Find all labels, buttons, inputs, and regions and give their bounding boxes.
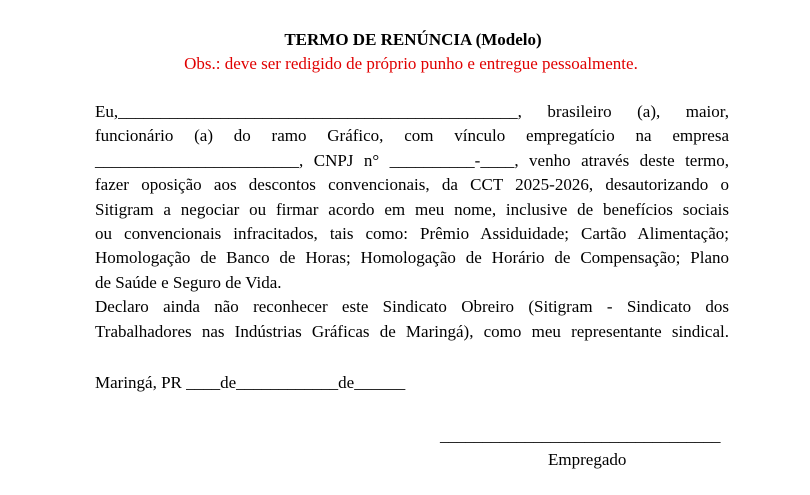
body-line: funcionário (a) do ramo Gráfico, com vínculo empregatício na empresa xyxy=(95,126,729,146)
date-line: Maringá, PR ____de____________de______ xyxy=(95,373,406,392)
obs-note: Obs.: deve ser redigido de próprio punho e entregue pessoalmente. xyxy=(184,54,638,73)
signature-label: Empregado xyxy=(548,450,627,469)
body-line: Eu,_______________________________________________, brasileiro (a), maior, xyxy=(95,102,729,121)
body-line: Homologação de Banco de Horas; Homologação de Horário de Compensação; Plano xyxy=(95,248,729,268)
document-body xyxy=(95,100,729,344)
document-title: TERMO DE RENÚNCIA (Modelo) xyxy=(284,30,542,49)
body-line: Trabalhadores nas Indústrias Gráficas de Maringá), como meu representante sindical. xyxy=(95,321,729,341)
body-line: Declaro ainda não reconhecer este Sindicato Obreiro (Sitigram - Sindicato dos xyxy=(95,297,729,317)
body-line: ou convencionais infracitados, tais como: Prêmio Assiduidade; Cartão Alimentação; xyxy=(95,224,729,244)
body-line: de Saúde e Seguro de Vida. xyxy=(95,272,282,292)
body-line: ________________________, CNPJ n° __________-____, venho através deste termo, xyxy=(95,150,729,170)
signature-line: _________________________________ xyxy=(440,426,721,445)
body-line: fazer oposição aos descontos convencionais, da CCT 2025-2026, desautorizando o xyxy=(95,175,729,195)
body-line: Sitigram a negociar ou firmar acordo em meu nome, inclusive de benefícios sociais xyxy=(95,199,729,219)
